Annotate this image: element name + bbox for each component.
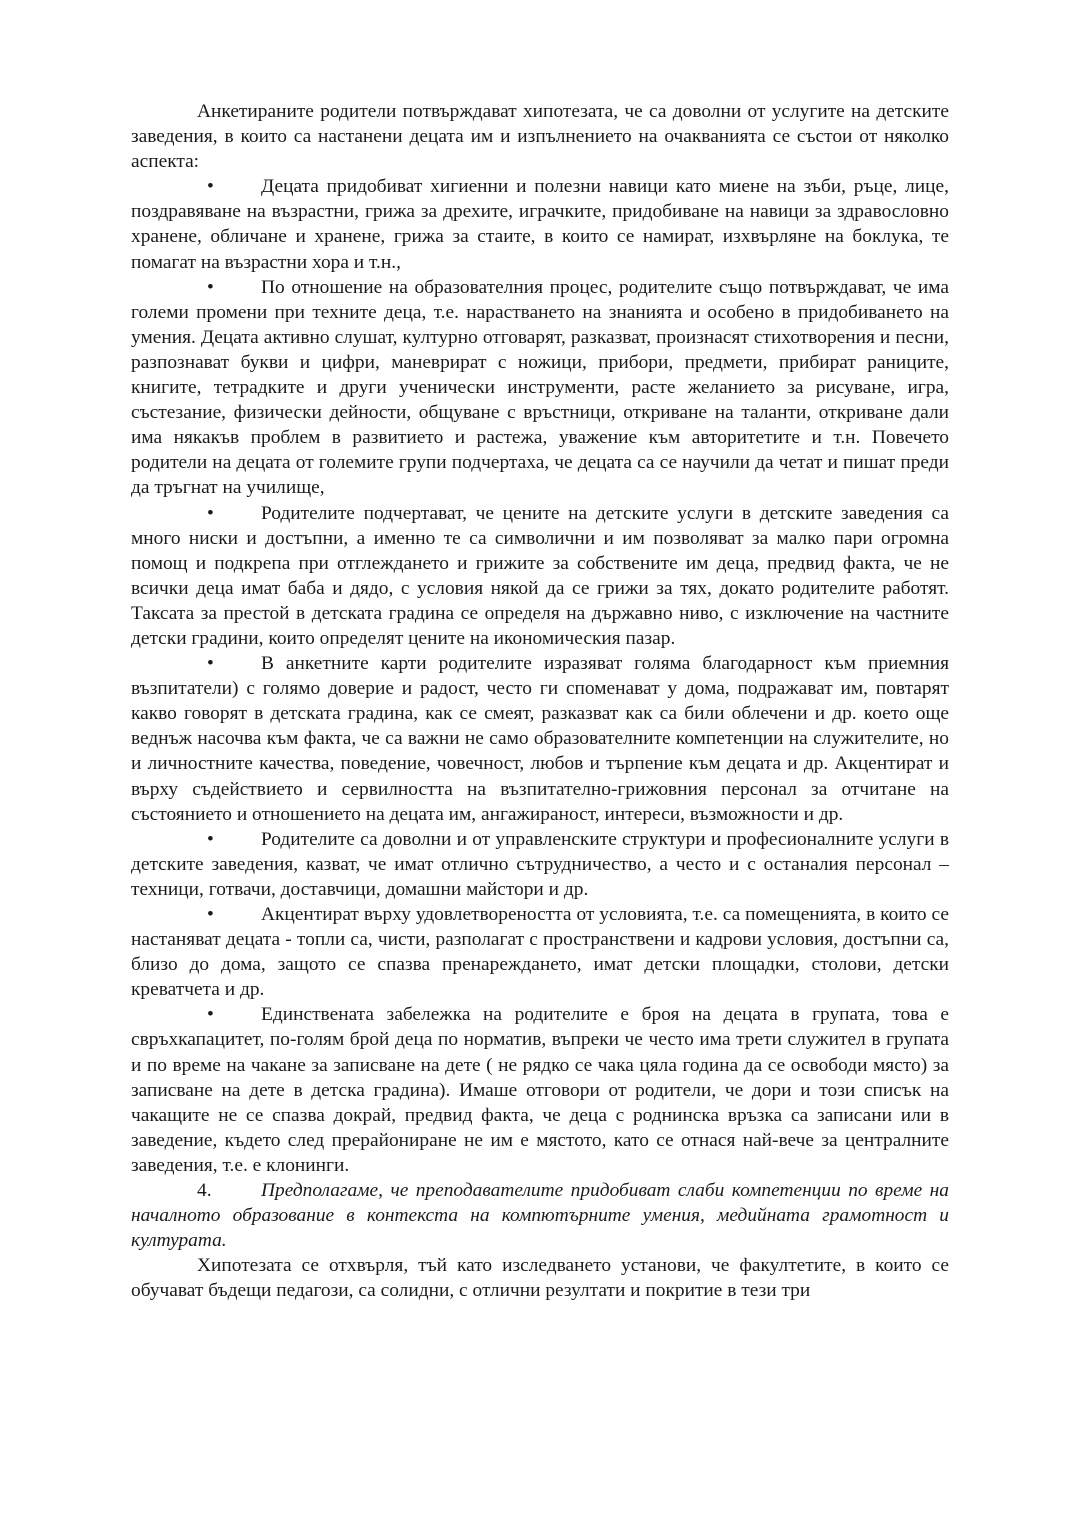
bullet-icon: • [207, 653, 214, 675]
bullet-icon: • [207, 176, 214, 198]
bullet-icon: • [207, 502, 214, 524]
hypothesis-text: Предполагаме, че преподавателите придобиват слаби компетенции по време на началното образование в контекста на компютърните умения, медийната грамотност и културата. [131, 1180, 949, 1252]
list-item [131, 501, 949, 652]
list-item-text: Единствената забележка на родителите е броя на децата в групата, това е свръхкапацитет, по-голям брой деца по норматив, въпреки че често има трети служител в групата и по време на чакане за записване на дете ( не рядко се чака цяла година да се освободи място) за записване на дете в детска градина). Имаше отговори от родители, че дори и този списък на чакащите не се спазва докрай, предвид факта, че деца с роднинска връзка са записани или в заведение, където след прерайониране не им е мястото, като се отнася най-вече за централните заведения, т.е. е клонинги. [131, 1004, 949, 1176]
list-item [131, 174, 949, 274]
hypothesis-number: 4. [197, 1180, 212, 1202]
bullet-icon: • [207, 828, 214, 850]
hypothesis-item [131, 1178, 949, 1253]
list-item-text: По отношение на образователния процес, родителите също потвърждават, че има големи промени при техните деца, т.е. нарастването на знанията и особено в придобиването на умения. Децата активно слушат, културно отговарят, разказват, произнасят стихотворения и песни, разпознават букви и цифри, маневрират с ножици, прибори, предмети, прибират раниците, книгите, тетрадките и други ученически инструменти, расте желанието за рисуване, игра, състезание, физически дейности, общуване с връстници, откриване на таланти, откриване дали има някакъв проблем в развитието и растежа, уважение към авторитетите и т.н. Повечето родители на децата от големите групи подчертаха, че децата са се научили да четат и пишат преди да тръгнат на училище, [131, 276, 949, 499]
document-page [131, 99, 949, 1304]
list-item [131, 827, 949, 902]
intro-paragraph: Анкетираните родители потвърждават хипотезата, че са доволни от услугите на детските заведения, в които са настанени децата им и изпълнението на очакванията се състои от няколко аспекта: [131, 101, 949, 173]
bullet-icon: • [207, 904, 214, 925]
list-item [131, 275, 949, 501]
list-item-text: Родителите са доволни и от управленските структури и професионалните услуги в детските заведения, казват, че имат отлично сътрудничество, а често и с останалия персонал – техници, готвачи, доставчици, домашни майстори и др. [131, 828, 949, 900]
list-item-text: В анкетните карти родителите изразяват голяма благодарност към приемния възпитатели) с голямо доверие и радост, често ги споменават у дома, подражават им, повтарят какво говорят в детската градина, как се смеят, разказват как са били облечени и др. което още веднъж насочва към факта, че са важни не само образователните компетенции на служителите, но и личностните качества, поведение, човечност, любов и търпение към децата и др. Акцентират и върху съдействието и сервилността на възпитателно-грижовния персонал за отчитане на състоянието и отношението на децата им, ангажираност, интереси, възможности и др. [131, 653, 949, 825]
list-item-text: Родителите подчертават, че цените на детските услуги в детските заведения са много ниски и достъпни, а именно те са символични и им позволяват за малко пари огромна помощ и подкрепа при отглеждането и грижите за собствените им деца, предвид факта, че не всички деца имат баба и дядо, с условия някой да се грижи за тях, докато родителите работят. Таксата за престой в детската градина се определя на държавно ниво, с изключение на частните детски градини, които определят цените на икономическия пазар. [131, 502, 949, 649]
list-item-text: Децата придобиват хигиенни и полезни навици като миене на зъби, ръце, лице, поздравяване на възрастни, грижа за дрехите, играчките, придобиване на навици за здравословно хранене, обличане и хранене, грижа за стаите, в които се намират, изхвърляне на боклука, те помагат на възрастни хора и т.н., [131, 176, 949, 273]
list-item [131, 651, 949, 827]
bullet-icon: • [207, 1004, 214, 1026]
conclusion-paragraph: Хипотезата се отхвърля, тъй като изследването установи, че факултетите, в които се обучават бъдещи педагози, са солидни, с отлични резултати и покритие в тези три [131, 1255, 949, 1302]
list-item [131, 1002, 949, 1178]
list-item [131, 902, 949, 1002]
list-item-text: Акцентират върху удовлетвореността от условията, т.е. са помещенията, в които се настаняват децата - топли са, чисти, разполагат с пространствени и кадрови условия, достъпни са, близо до дома, защото се спазва пренареждането, имат детски площадки, столови, детски креватчета и др. [131, 904, 949, 1001]
bullet-icon: • [207, 276, 214, 298]
